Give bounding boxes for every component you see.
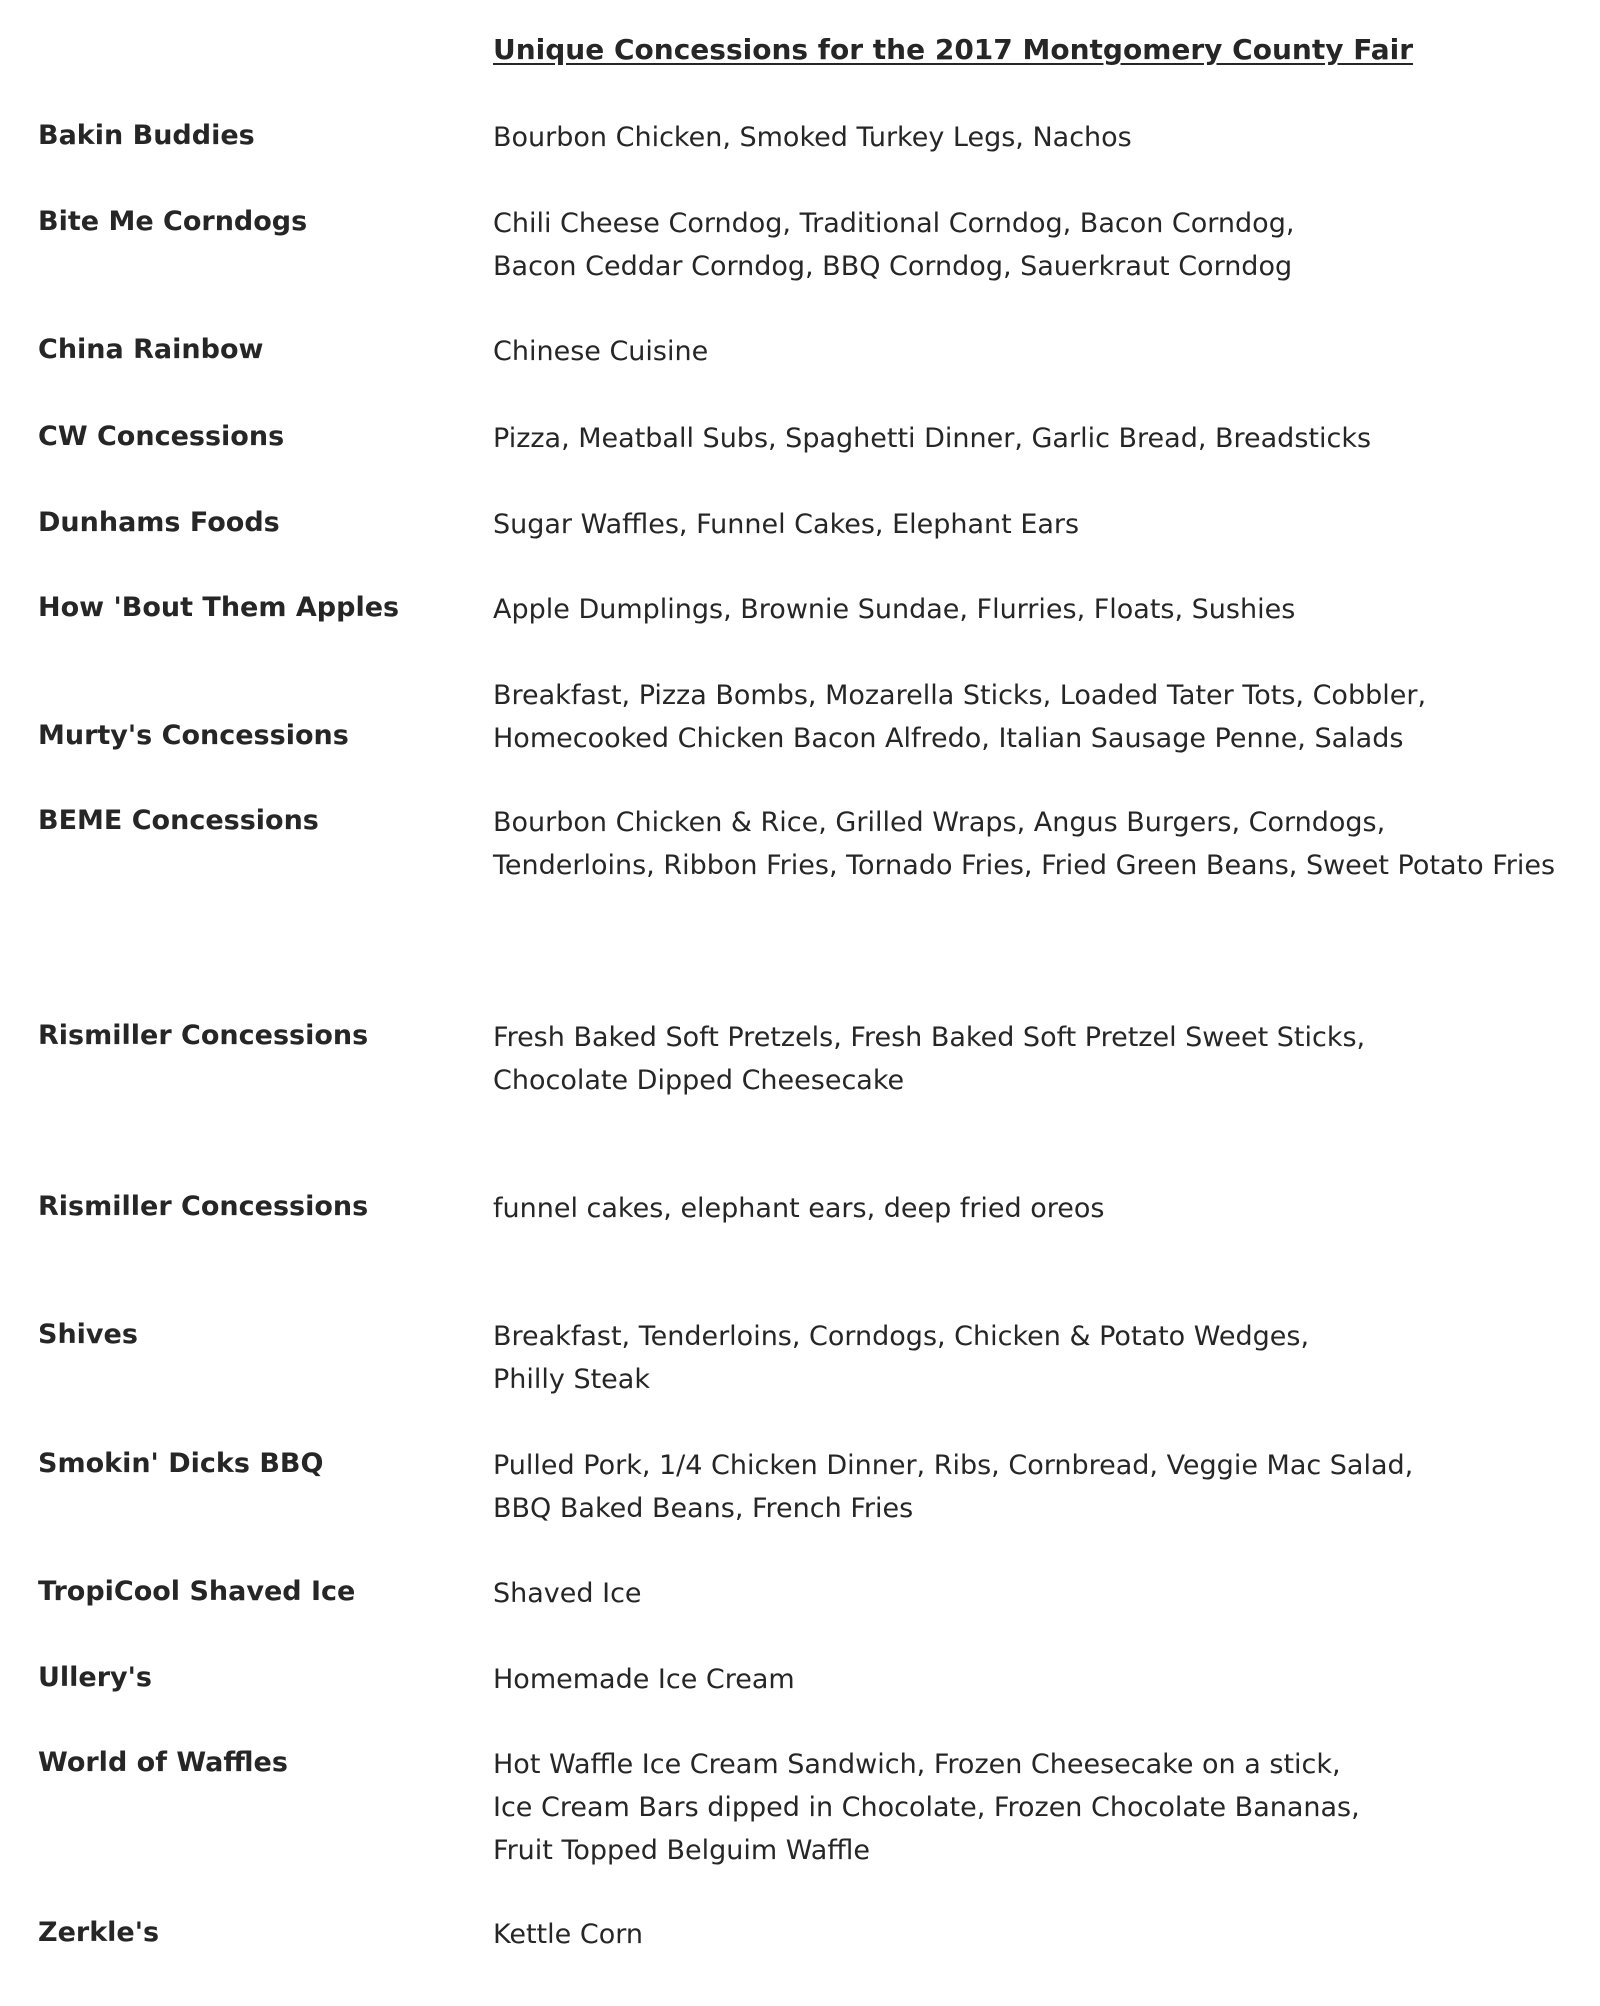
vendor-name: Murty's Concessions [38,720,349,751]
vendor-items [493,1658,795,1701]
item-line: Shaved Ice [493,1578,642,1609]
item-line: Chili Cheese Corndog, Traditional Corndog, Bacon Corndog, [493,208,1295,239]
vendor-items [493,674,1426,760]
item-line: Sugar Waffles, Funnel Cakes, Elephant Ears [493,509,1080,540]
item-line: Homemade Ice Cream [493,1664,795,1695]
vendor-items [493,202,1294,288]
item-line: Chinese Cuisine [493,336,709,367]
item-line: Pulled Pork, 1/4 Chicken Dinner, Ribs, Cornbread, Veggie Mac Salad, [493,1450,1414,1481]
item-line: Kettle Corn [493,1919,643,1950]
vendor-items [493,330,708,373]
vendor-items [493,1016,1365,1102]
vendor-items [493,588,1295,631]
vendor-name: CW Concessions [38,421,285,452]
vendor-items [493,1572,642,1615]
vendor-name: How 'Bout Them Apples [38,592,400,623]
page-title: Unique Concessions for the 2017 Montgomery County Fair [493,33,1414,66]
item-line: Breakfast, Pizza Bombs, Mozarella Sticks, Loaded Tater Tots, Cobbler, [493,680,1427,711]
item-line: Breakfast, Tenderloins, Corndogs, Chicken & Potato Wedges, [493,1321,1310,1352]
item-line: Hot Waffle Ice Cream Sandwich, Frozen Cheesecake on a stick, [493,1749,1341,1780]
vendor-name: Shives [38,1319,138,1350]
vendor-name: Zerkle's [38,1917,160,1948]
vendor-name: TropiCool Shaved Ice [38,1576,356,1607]
item-line: Bacon Ceddar Corndog, BBQ Corndog, Sauerkraut Corndog [493,251,1293,282]
vendor-name: Bite Me Corndogs [38,206,308,237]
item-line: Bourbon Chicken & Rice, Grilled Wraps, Angus Burgers, Corndogs, [493,807,1386,838]
item-line: Bourbon Chicken, Smoked Turkey Legs, Nachos [493,122,1132,153]
vendor-name: China Rainbow [38,334,264,365]
vendor-name: Ullery's [38,1662,152,1693]
item-line: Chocolate Dipped Cheesecake [493,1065,905,1096]
vendor-items [493,1444,1413,1530]
vendor-name: Bakin Buddies [38,120,255,151]
item-line: Fruit Topped Belguim Waffle [493,1835,870,1866]
vendor-items [493,1187,1104,1230]
vendor-items [493,116,1132,159]
vendor-items [493,417,1371,460]
item-line: Ice Cream Bars dipped in Chocolate, Frozen Chocolate Bananas, [493,1792,1360,1823]
item-line: Tenderloins, Ribbon Fries, Tornado Fries, Fried Green Beans, Sweet Potato Fries [493,850,1556,881]
item-line: Philly Steak [493,1364,650,1395]
vendor-name: BEME Concessions [38,805,319,836]
vendor-name: Rismiller Concessions [38,1191,369,1222]
item-line: funnel cakes, elephant ears, deep fried oreos [493,1193,1105,1224]
item-line: Apple Dumplings, Brownie Sundae, Flurries, Floats, Sushies [493,594,1296,625]
vendor-items [493,1315,1309,1401]
vendor-name: World of Waffles [38,1747,288,1778]
item-line: BBQ Baked Beans, French Fries [493,1493,914,1524]
vendor-items [493,801,1555,887]
vendor-items [493,503,1079,546]
vendor-name: Rismiller Concessions [38,1020,369,1051]
item-line: Pizza, Meatball Subs, Spaghetti Dinner, Garlic Bread, Breadsticks [493,423,1372,454]
vendor-name: Dunhams Foods [38,507,280,538]
vendor-items [493,1913,643,1956]
vendor-items [493,1743,1360,1872]
vendor-name: Smokin' Dicks BBQ [38,1448,324,1479]
item-line: Homecooked Chicken Bacon Alfredo, Italian Sausage Penne, Salads [493,723,1404,754]
item-line: Fresh Baked Soft Pretzels, Fresh Baked Soft Pretzel Sweet Sticks, [493,1022,1366,1053]
